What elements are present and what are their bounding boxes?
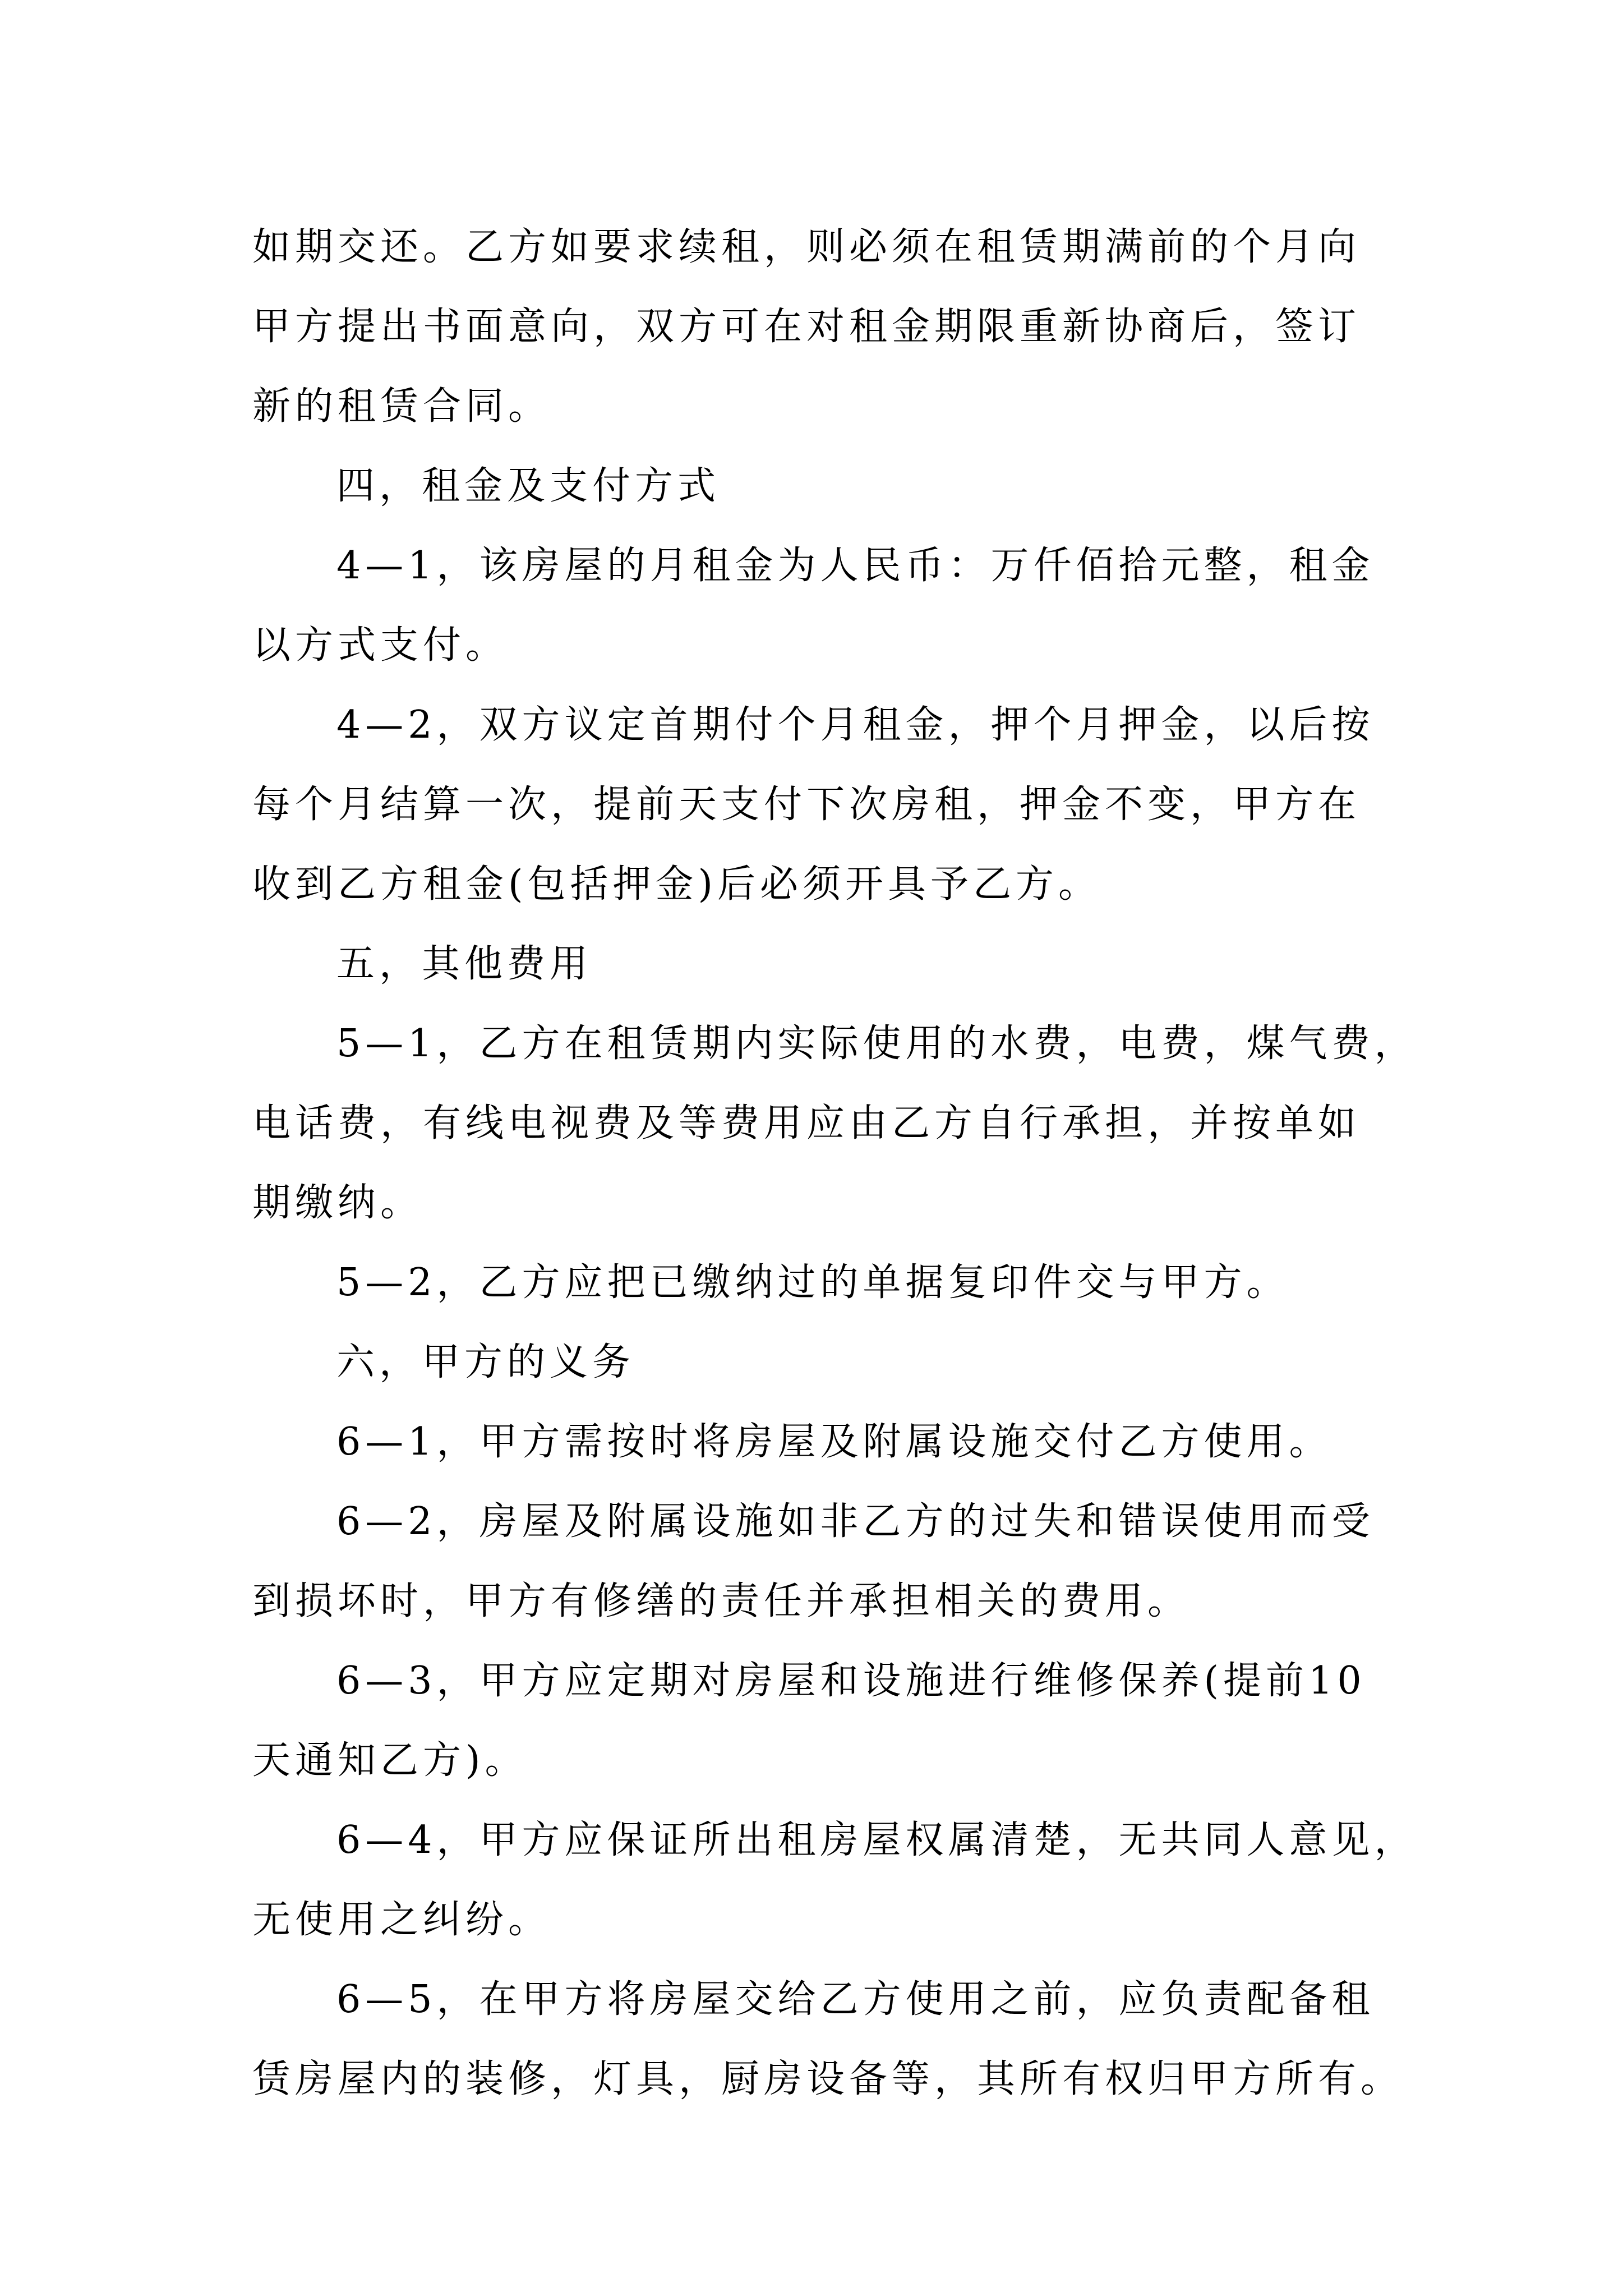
clause-line: 4—1，该房屋的月租金为人民币：万仟佰拾元整，租金	[336, 544, 1375, 588]
text-line: 天通知乙方)。	[252, 1738, 528, 1783]
section-heading: 四，租金及支付方式	[336, 464, 721, 508]
clause-line: 6—2，房屋及附属设施如非乙方的过失和错误使用而受	[336, 1499, 1375, 1544]
text-line: 赁房屋内的装修，灯具，厨房设备等，其所有权归甲方所有。	[252, 2057, 1404, 2101]
text-line: 到损坏时，甲方有修缮的责任并承担相关的费用。	[252, 1579, 1191, 1623]
section-heading: 六，甲方的义务	[336, 1340, 635, 1384]
text-line: 甲方提出书面意向，双方可在对租金期限重新协商后，签订	[252, 305, 1361, 349]
text-line: 以方式支付。	[252, 623, 509, 668]
clause-line: 5—1，乙方在租赁期内实际使用的水费，电费，煤气费，	[336, 1022, 1417, 1066]
clause-line: 6—4，甲方应保证所出租房屋权属清楚，无共同人意见，	[336, 1818, 1417, 1862]
text-line: 新的租赁合同。	[252, 384, 551, 429]
text-line: 无使用之纠纷。	[252, 1898, 551, 1942]
text-line: 如期交还。乙方如要求续租，则必须在租赁期满前的个月向	[252, 225, 1361, 269]
clause-line: 5—2，乙方应把已缴纳过的单据复印件交与甲方。	[336, 1260, 1289, 1305]
clause-line: 4—2，双方议定首期付个月租金，押个月押金，以后按	[336, 703, 1375, 747]
text-line: 收到乙方租金(包括押金)后必须开具予乙方。	[252, 862, 1101, 907]
section-heading: 五，其他费用	[336, 942, 593, 986]
text-line: 每个月结算一次，提前天支付下次房租，押金不变，甲方在	[252, 783, 1361, 827]
clause-line: 6—5，在甲方将房屋交给乙方使用之前，应负责配备租	[336, 1977, 1375, 2022]
document-body	[252, 208, 1417, 2119]
text-line: 电话费，有线电视费及等费用应由乙方自行承担，并按单如	[252, 1101, 1361, 1145]
text-line: 期缴纳。	[252, 1181, 423, 1225]
clause-line: 6—1，甲方需按时将房屋及附属设施交付乙方使用。	[336, 1420, 1332, 1464]
clause-line: 6—3，甲方应定期对房屋和设施进行维修保养(提前10	[336, 1659, 1366, 1703]
